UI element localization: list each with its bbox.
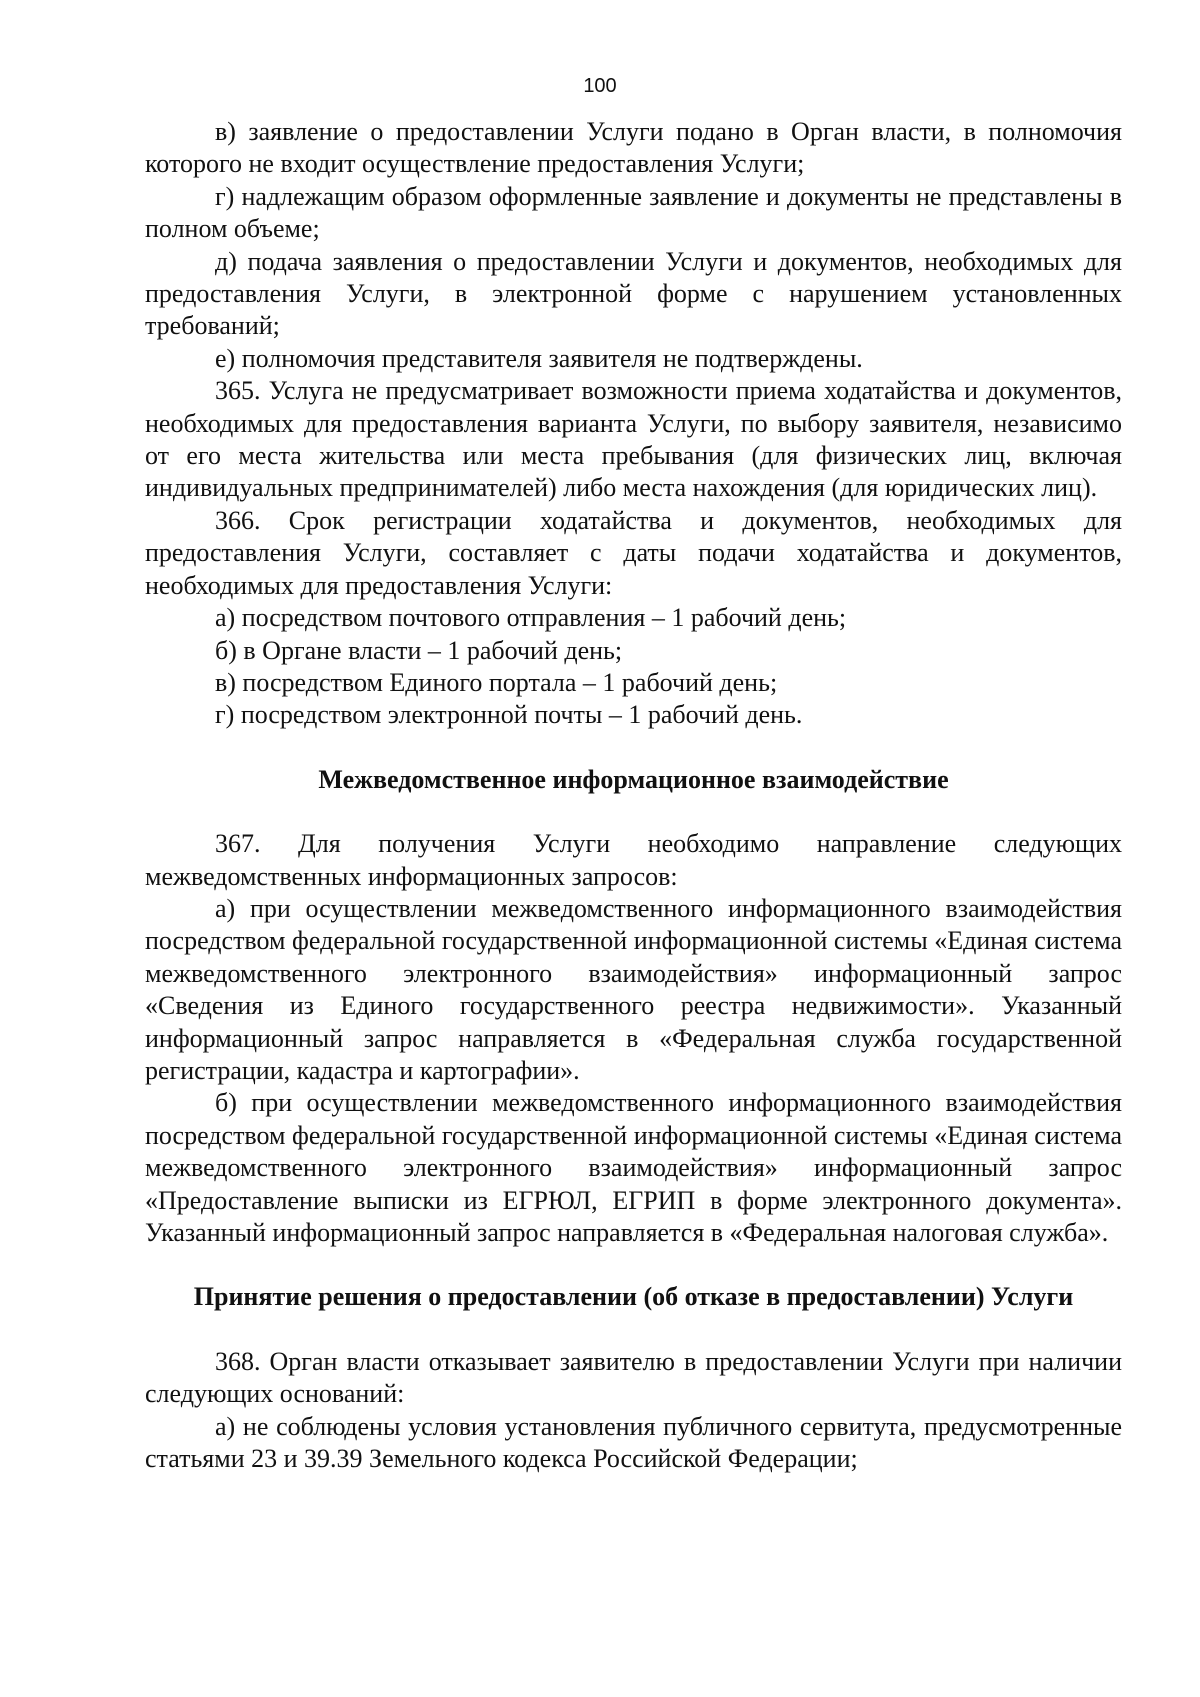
section-heading: Принятие решения о предоставлении (об отказе в предоставлении) Услуги <box>193 1282 1074 1312</box>
paragraph: 368. Орган власти отказывает заявителю в предоставлении Услуги при наличии следующих оснований: <box>145 1346 1122 1409</box>
section-heading: Межведомственное информационное взаимодействие <box>318 764 949 794</box>
paragraph: 365. Услуга не предусматривает возможности приема ходатайства и документов, необходимых для предоставления варианта Услуги, по выбору заявителя, независимо от его места жительства или места пребывания (для физических лиц, включая индивидуальных предпринимателей) либо места нахождения (для юридических лиц). <box>145 376 1122 503</box>
paragraph: б) в Органе власти – 1 рабочий день; <box>215 635 623 665</box>
paragraph: в) заявление о предоставлении Услуги подано в Орган власти, в полномочия которого не входит осуществление предоставления Услуги; <box>145 117 1122 179</box>
page-number: 100 <box>583 75 617 97</box>
paragraph: а) посредством почтового отправления – 1 рабочий день; <box>215 603 847 633</box>
paragraph: г) посредством электронной почты – 1 рабочий день. <box>215 700 803 730</box>
paragraph: д) подача заявления о предоставлении Услуги и документов, необходимых для предоставления Услуги, в электронной форме с нарушением установленных требований; <box>145 246 1122 341</box>
paragraph: 367. Для получения Услуги необходимо направление следующих межведомственных информационных запросов: <box>145 829 1122 891</box>
paragraph: г) надлежащим образом оформленные заявление и документы не представлены в полном объеме; <box>145 181 1122 244</box>
paragraph: а) не соблюдены условия установления публичного сервитута, предусмотренные статьями 23 и 39.39 Земельного кодекса Российской Федерации; <box>145 1411 1122 1474</box>
paragraph: а) при осуществлении межведомственного информационного взаимодействия посредством федеральной государственной информационной системы «Единая система межведомственного электронного взаимодействия» информационный запрос «Сведения из Единого государственного реестра недвижимости». Указанный информационный запрос направляется в «Федеральная служба государственной регистрации, кадастра и картографии». <box>145 893 1122 1085</box>
paragraph: в) посредством Единого портала – 1 рабочий день; <box>215 667 778 697</box>
paragraph: 366. Срок регистрации ходатайства и документов, необходимых для предоставления Услуги, составляет с даты подачи ходатайства и документов, необходимых для предоставления Услуги: <box>145 505 1122 600</box>
document-body <box>145 116 1122 1475</box>
paragraph: е) полномочия представителя заявителя не подтверждены. <box>215 343 863 373</box>
paragraph: б) при осуществлении межведомственного информационного взаимодействия посредством федеральной государственной информационной системы «Единая система межведомственного электронного взаимодействия» информационный запрос «Предоставление выписки из ЕГРЮЛ, ЕГРИП в форме электронного документа». Указанный информационный запрос направляется в «Федеральная налоговая служба». <box>145 1088 1122 1247</box>
